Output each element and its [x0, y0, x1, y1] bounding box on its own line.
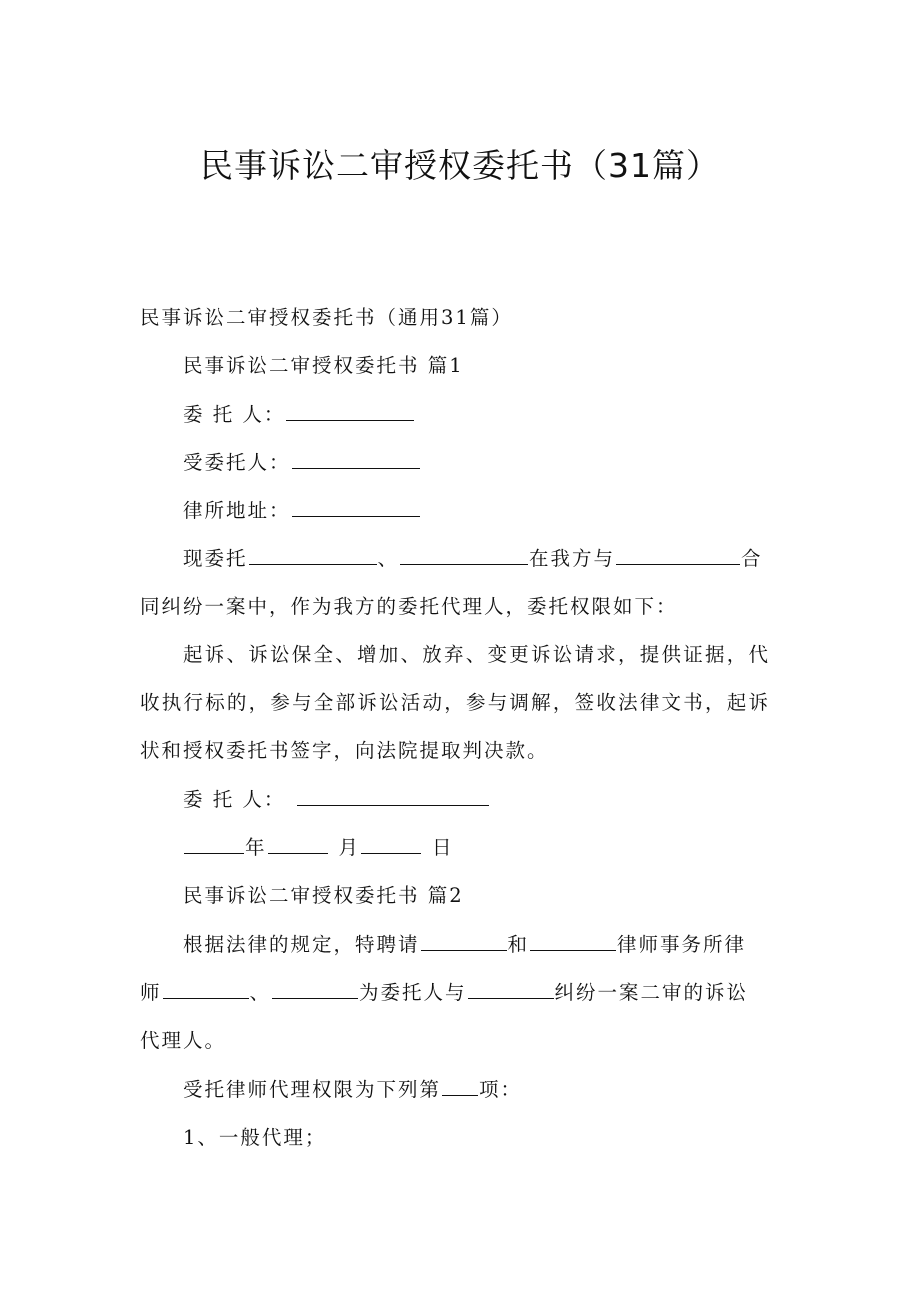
paragraph-1-line-2: 同纠纷一案中，作为我方的委托代理人，委托权限如下：: [140, 595, 678, 618]
text-segment: 受托律师代理权限为下列第: [183, 1078, 442, 1101]
agent-blank: [292, 448, 420, 469]
paragraph-2-line-1: 起诉、诉讼保全、增加、放弃、变更诉讼请求，提供证据，代: [183, 643, 770, 666]
paragraph-2-line-3: 状和授权委托书签字，向法院提取判决款。: [140, 739, 549, 762]
agent-field: [183, 448, 823, 478]
blank: [400, 544, 528, 565]
month-label: 月: [338, 836, 361, 859]
text-segment: 纠纷一案二审的诉讼: [554, 981, 749, 1004]
document-title: 民事诉讼二审授权委托书（31篇）: [200, 146, 720, 185]
blank: [249, 544, 377, 565]
blank: [272, 978, 358, 999]
address-field: [183, 496, 823, 526]
list-item-1: 1、一般代理；: [183, 1126, 327, 1149]
text-segment: 律师事务所律: [617, 933, 747, 956]
section-heading-1: 民事诉讼二审授权委托书 篇1: [183, 354, 464, 377]
blank: [163, 978, 249, 999]
document-subtitle: 民事诉讼二审授权委托书（通用31篇）: [140, 306, 513, 329]
address-label: 律所地址：: [183, 499, 291, 522]
text-segment: 、: [377, 547, 400, 570]
day-blank: [361, 833, 421, 854]
part2-paragraph-1-line-3: 代理人。: [140, 1029, 227, 1052]
signature-label: 委 托 人：: [183, 788, 286, 811]
blank: [421, 930, 507, 951]
day-label: 日: [432, 836, 454, 859]
text-segment: 合: [741, 547, 763, 570]
text-segment: 、: [249, 981, 272, 1004]
text-segment: 项：: [479, 1078, 523, 1101]
blank: [530, 930, 616, 951]
address-blank: [292, 496, 420, 517]
paragraph-2-line-2: 收执行标的，参与全部诉讼活动，参与调解，签收法律文书，起诉: [140, 691, 770, 714]
blank: [442, 1075, 478, 1096]
text-segment: 师: [140, 981, 162, 1004]
text-segment: 在我方与: [529, 547, 616, 570]
signature-field: [183, 785, 823, 815]
blank: [468, 978, 554, 999]
text-segment: 根据法律的规定，特聘请: [183, 933, 420, 956]
month-blank: [268, 833, 328, 854]
section-heading-2: 民事诉讼二审授权委托书 篇2: [183, 884, 464, 907]
part2-paragraph-2: [183, 1075, 823, 1105]
year-label: 年: [245, 836, 267, 859]
year-blank: [184, 833, 244, 854]
text-segment: 为委托人与: [359, 981, 467, 1004]
text-segment: 和: [507, 933, 530, 956]
blank: [616, 544, 740, 565]
part2-paragraph-1-line-1: [183, 930, 823, 960]
paragraph-1-line-1: [183, 544, 823, 574]
signature-blank: [297, 785, 489, 806]
client-field: [183, 400, 823, 430]
part2-paragraph-1-line-2: [140, 978, 780, 1008]
client-blank: [286, 400, 414, 421]
date-field: [183, 833, 823, 863]
text-segment: 现委托: [183, 547, 248, 570]
agent-label: 受委托人：: [183, 451, 291, 474]
client-label: 委 托 人：: [183, 403, 286, 426]
